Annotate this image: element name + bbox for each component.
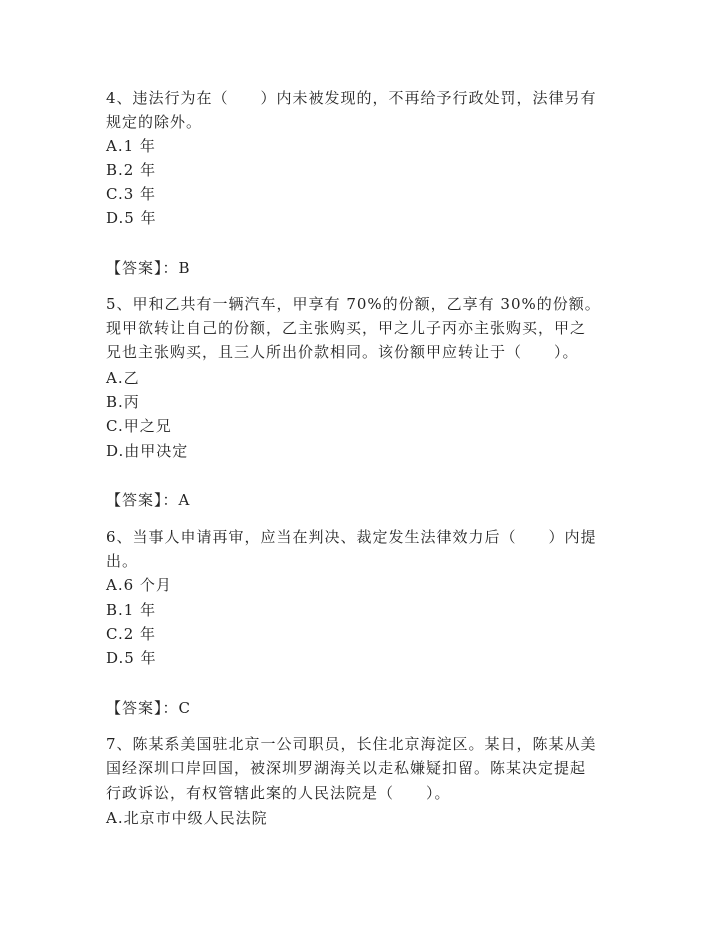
question-4-answer: 【答案】：B bbox=[106, 259, 191, 277]
question-7-option-a: A.北京市中级人民法院 bbox=[106, 809, 268, 827]
question-6-option-a: A.6 个月 bbox=[106, 576, 172, 594]
question-4-option-b: B.2 年 bbox=[106, 161, 157, 179]
question-7-stem-line-3: 行政诉讼，有权管辖此案的人民法院是（ ）。 bbox=[106, 784, 451, 802]
question-6-stem-line-2: 出。 bbox=[106, 552, 139, 570]
question-6-answer: 【答案】：C bbox=[106, 699, 191, 717]
question-4-option-d: D.5 年 bbox=[106, 209, 157, 227]
question-4-stem-line-2: 规定的除外。 bbox=[106, 113, 203, 131]
question-7-stem-line-1: 7、陈某系美国驻北京一公司职员，长住北京海淀区。某日，陈某从美 bbox=[106, 735, 597, 753]
question-4-stem-line-1: 4、违法行为在（ ）内未被发现的，不再给予行政处罚，法律另有 bbox=[106, 89, 597, 107]
question-5-stem-line-2: 现甲欲转让自己的份额，乙主张购买，甲之儿子丙亦主张购买，甲之 bbox=[106, 319, 587, 337]
question-5-option-b: B.丙 bbox=[106, 393, 140, 411]
question-5-stem-line-3: 兄也主张购买，且三人所出价款相同。该份额甲应转让于（ ）。 bbox=[106, 343, 579, 361]
question-5-option-a: A.乙 bbox=[106, 369, 140, 387]
question-5-stem-line-1: 5、甲和乙共有一辆汽车，甲享有 70%的份额，乙享有 30%的份额。 bbox=[106, 295, 601, 313]
question-5-answer: 【答案】：A bbox=[106, 491, 191, 509]
question-7-stem-line-2: 国经深圳口岸回国，被深圳罗湖海关以走私嫌疑扣留。陈某决定提起 bbox=[106, 759, 587, 777]
question-4-option-a: A.1 年 bbox=[106, 137, 156, 155]
question-5-option-c: C.甲之兄 bbox=[106, 417, 172, 435]
question-5-option-d: D.由甲决定 bbox=[106, 442, 189, 460]
question-6-option-d: D.5 年 bbox=[106, 649, 157, 667]
question-6-option-c: C.2 年 bbox=[106, 625, 157, 643]
question-6-stem-line-1: 6、当事人申请再审，应当在判决、裁定发生法律效力后（ ）内提 bbox=[106, 528, 597, 546]
question-4-option-c: C.3 年 bbox=[106, 185, 157, 203]
question-6-option-b: B.1 年 bbox=[106, 601, 157, 619]
